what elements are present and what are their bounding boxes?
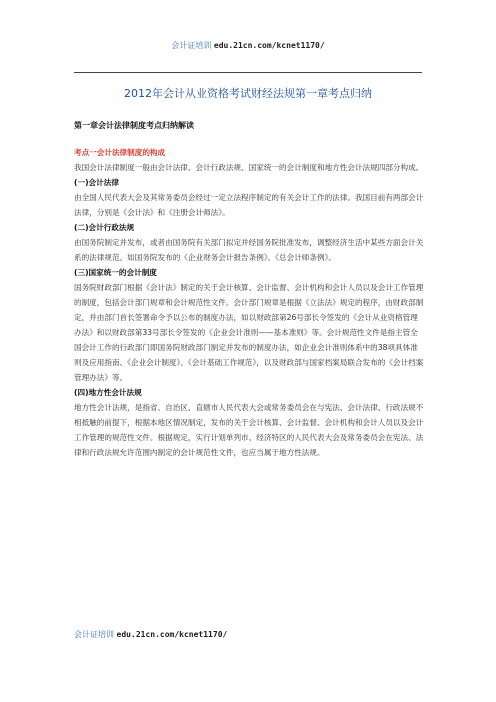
- paragraph-3: 国务院财政部门根据《会计法》制定的关于会计核算、会计监督、会计机构和会计人员以及会计工作管理的制度，包括会计部门规章和会计规范性文件。会计部门规章是根据《立法法》规定的程序，由财政部制定，并由部门首长签署命令予以公布的制度办法，如以财政部第26号部长令签发的《会计从业资格管理办法》和以财政部第33号部长令签发的《企业会计准则——基本准则》等。会计规范性文件是指主管全国会计工作的行政部门即国务院财政部门制定并发布的制度办法，如企业会计准则体系中的38项具体准则及应用指南、《企业会计制度》、《会计基础工作规范》，以及财政部与国家档案局联合发布的《会计档案管理办法》等。: [74, 283, 424, 382]
- footer-link-url[interactable]: edu.21cn.com/kcnet1170/: [116, 630, 228, 639]
- intro-paragraph: 我国会计法律制度一般由会计法律、会计行政法规、国家统一的会计制度和地方性会计法规四部分构成。: [74, 163, 424, 172]
- header-link-url[interactable]: edu.21cn.com/kcnet1170/: [213, 41, 325, 50]
- header-divider: [74, 72, 422, 73]
- footer-link[interactable]: [74, 629, 227, 640]
- paragraph-4: 地方性会计法规，是指省、自治区、直辖市人民代表大会或常务委员会在与宪法、会计法律、行政法规不相抵触的前提下，根据本地区情况制定，发布的关于会计核算、会计监督、会计机构和会计人员以及会计工作管理的规范性文件。根据规定，实行计划单列市、经济特区的人民代表大会及常务委员会在宪法、法律和行政法规允许范围内制定的会计规范性文件，也应当属于地方性法规。: [74, 403, 424, 457]
- subheading-2: (二)会计行政法规: [74, 223, 135, 232]
- paragraph-2: 由国务院制定并发布，或者由国务院有关部门拟定并经国务院批准发布，调整经济生活中某些方面会计关系的法律规范。如国务院发布的《企业财务会计报告条例》、《总会计师条例》。: [74, 238, 424, 262]
- section-title: 第一章会计法律制度考点归纳解读: [74, 121, 194, 130]
- subheading-1: (一)会计法律: [74, 178, 119, 187]
- header-link-label[interactable]: 会计证培训: [171, 41, 212, 50]
- document-title: 2012年会计从业资格考试财经法规第一章考点归纳: [124, 87, 372, 100]
- subheading-4: (四)地方性会计法规: [74, 388, 142, 397]
- topic-heading: 考点一会计法律制度的构成: [74, 148, 166, 157]
- footer-link-label[interactable]: 会计证培训: [74, 630, 114, 639]
- subheading-3: (三)国家统一的会计制度: [74, 268, 157, 277]
- paragraph-1: 由全国人民代表大会及其常务委员会经过一定立法程序制定的有关会计工作的法律。我国目前有两部会计法律，分别是《会计法》和《注册会计师法》。: [74, 193, 424, 217]
- document-body: [74, 145, 424, 460]
- header-link[interactable]: [0, 40, 496, 51]
